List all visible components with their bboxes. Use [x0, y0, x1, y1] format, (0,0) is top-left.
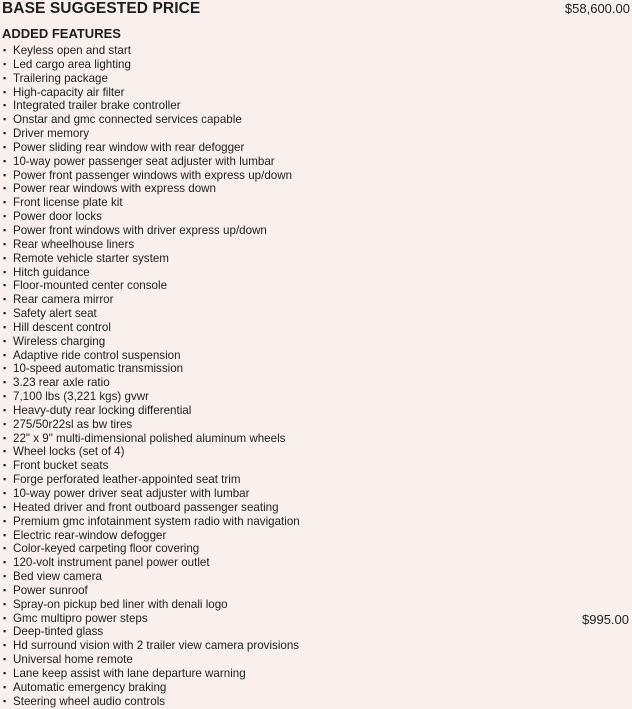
- feature-label: 275/50r22sl as bw tires: [13, 417, 133, 431]
- bullet-icon: ▪: [3, 515, 7, 526]
- feature-label: Front bucket seats: [13, 459, 109, 473]
- feature-label: 10-way power driver seat adjuster with lumbar: [13, 487, 250, 500]
- feature-label: Safety alert seat: [13, 307, 97, 321]
- feature-label: Rear wheelhouse liners: [13, 237, 135, 251]
- feature-list-item: [3, 695, 563, 709]
- feature-label: Front license plate kit: [13, 196, 123, 210]
- feature-list-item: [3, 473, 563, 487]
- bullet-icon: ▪: [3, 114, 7, 125]
- bullet-icon: ▪: [3, 363, 7, 374]
- feature-label: Steering wheel audio controls: [13, 694, 166, 708]
- feature-list-item: [3, 86, 563, 100]
- feature-list-item: [3, 127, 563, 141]
- feature-label: Color-keyed carpeting floor covering: [13, 542, 200, 556]
- feature-list-item: [3, 390, 563, 404]
- base-price-row: [2, 0, 630, 20]
- feature-list-item: [3, 196, 563, 210]
- bullet-icon: ▪: [3, 474, 7, 485]
- added-features-title: ADDED FEATURES: [2, 26, 121, 41]
- feature-list-item: [3, 584, 563, 598]
- bullet-icon: ▪: [3, 667, 7, 678]
- feature-label: Remote vehicle starter system: [13, 251, 169, 265]
- bullet-icon: ▪: [3, 86, 7, 97]
- feature-list-item: [3, 169, 563, 183]
- feature-list-item: [3, 432, 563, 446]
- feature-list-item: [3, 58, 563, 72]
- feature-label: Rear camera mirror: [13, 293, 114, 307]
- feature-list-item: [3, 182, 563, 196]
- bullet-icon: ▪: [3, 391, 7, 402]
- feature-list-item: [3, 515, 563, 529]
- bullet-icon: ▪: [3, 321, 7, 332]
- bullet-icon: ▪: [3, 460, 7, 471]
- feature-label: Keyless open and start: [13, 44, 131, 57]
- bullet-icon: ▪: [3, 377, 7, 388]
- feature-list-item: [3, 376, 563, 390]
- bullet-icon: ▪: [3, 571, 7, 582]
- bullet-icon: ▪: [3, 654, 7, 665]
- added-feature-price: $995.00: [582, 612, 629, 627]
- feature-label: 10-way power passenger seat adjuster with lumbar: [13, 154, 275, 168]
- feature-label: Spray-on pickup bed liner with denali logo: [13, 597, 228, 611]
- feature-list-item: [3, 307, 563, 321]
- feature-label: Power door locks: [13, 210, 102, 224]
- feature-list-item: [3, 487, 563, 501]
- bullet-icon: ▪: [3, 128, 7, 139]
- bullet-icon: ▪: [3, 501, 7, 512]
- added-features-list: [3, 44, 563, 709]
- feature-label: 22" x 9" multi-dimensional polished aluminum wheels: [13, 431, 286, 445]
- feature-list-item: [3, 556, 563, 570]
- bullet-icon: ▪: [3, 598, 7, 609]
- feature-label: Integrated trailer brake controller: [13, 99, 181, 113]
- bullet-icon: ▪: [3, 557, 7, 568]
- feature-list-item: [3, 667, 563, 681]
- feature-list-item: [3, 570, 563, 584]
- base-price-value: $58,600.00: [564, 1, 630, 16]
- feature-label: Wheel locks (set of 4): [13, 445, 125, 459]
- feature-label: 7,100 lbs (3,221 kgs) gvwr: [13, 390, 149, 404]
- feature-list-item: [3, 113, 563, 127]
- feature-label: Onstar and gmc connected services capable: [13, 113, 242, 127]
- feature-label: Gmc multipro power steps: [13, 611, 148, 625]
- bullet-icon: ▪: [3, 266, 7, 277]
- bullet-icon: ▪: [3, 224, 7, 235]
- bullet-icon: ▪: [3, 612, 7, 623]
- feature-label: 120-volt instrument panel power outlet: [13, 556, 210, 570]
- bullet-icon: ▪: [3, 169, 7, 180]
- bullet-icon: ▪: [3, 543, 7, 554]
- feature-label: Electric rear-window defogger: [13, 528, 167, 542]
- feature-label: Universal home remote: [13, 653, 133, 667]
- bullet-icon: ▪: [3, 280, 7, 291]
- feature-label: Driver memory: [13, 127, 90, 141]
- bullet-icon: ▪: [3, 72, 7, 83]
- bullet-icon: ▪: [3, 238, 7, 249]
- feature-label: Hitch guidance: [13, 265, 90, 279]
- feature-label: Trailering package: [13, 71, 108, 85]
- feature-label: Power front passenger windows with express up/down: [13, 168, 293, 182]
- bullet-icon: ▪: [3, 58, 7, 69]
- feature-label: Lane keep assist with lane departure warning: [13, 666, 246, 680]
- feature-list-item: [3, 639, 563, 653]
- bullet-icon: ▪: [3, 100, 7, 111]
- feature-list-item: [3, 625, 563, 639]
- feature-list-item: [3, 99, 563, 113]
- feature-label: Wireless charging: [13, 334, 106, 348]
- feature-list-item: [3, 529, 563, 543]
- bullet-icon: ▪: [3, 294, 7, 305]
- feature-label: Heavy-duty rear locking differential: [13, 403, 192, 417]
- feature-list-item: [3, 418, 563, 432]
- feature-list-item: [3, 404, 563, 418]
- feature-label: Power front windows with driver express up/down: [13, 223, 267, 237]
- feature-list-item: [3, 362, 563, 376]
- bullet-icon: ▪: [3, 349, 7, 360]
- bullet-icon: ▪: [3, 252, 7, 263]
- feature-list-item: [3, 321, 563, 335]
- feature-list-item: [3, 293, 563, 307]
- feature-label: 3.23 rear axle ratio: [13, 376, 110, 390]
- feature-list-item: [3, 141, 563, 155]
- feature-label: Forge perforated leather-appointed seat trim: [13, 473, 241, 487]
- feature-label: Adaptive ride control suspension: [13, 348, 181, 362]
- feature-label: Power sliding rear window with rear defogger: [13, 140, 245, 154]
- bullet-icon: ▪: [3, 626, 7, 637]
- feature-label: Led cargo area lighting: [13, 57, 131, 71]
- feature-label: Hill descent control: [13, 320, 111, 334]
- feature-list-item: [3, 266, 563, 280]
- feature-list-item: [3, 653, 563, 667]
- bullet-icon: ▪: [3, 211, 7, 222]
- bullet-icon: ▪: [3, 640, 7, 651]
- feature-list-item: [3, 612, 563, 626]
- feature-list-item: [3, 210, 563, 224]
- bullet-icon: ▪: [3, 432, 7, 443]
- feature-list-item: [3, 238, 563, 252]
- bullet-icon: ▪: [3, 335, 7, 346]
- feature-list-item: [3, 501, 563, 515]
- bullet-icon: ▪: [3, 308, 7, 319]
- feature-label: Power sunroof: [13, 583, 88, 597]
- feature-label: Bed view camera: [13, 570, 102, 584]
- bullet-icon: ▪: [3, 695, 7, 706]
- feature-list-item: [3, 335, 563, 349]
- feature-list-item: [3, 459, 563, 473]
- bullet-icon: ▪: [3, 155, 7, 166]
- bullet-icon: ▪: [3, 488, 7, 498]
- feature-list-item: [3, 252, 563, 266]
- bullet-icon: ▪: [3, 681, 7, 692]
- bullet-icon: ▪: [3, 404, 7, 415]
- feature-list-item: [3, 598, 563, 612]
- feature-list-item: [3, 44, 563, 58]
- feature-list-item: [3, 542, 563, 556]
- feature-list-item: [3, 72, 563, 86]
- feature-label: Automatic emergency braking: [13, 680, 167, 694]
- bullet-icon: ▪: [3, 197, 7, 208]
- feature-label: 10-speed automatic transmission: [13, 362, 184, 376]
- feature-list-item: [3, 279, 563, 293]
- bullet-icon: ▪: [3, 45, 7, 55]
- feature-label: Power rear windows with express down: [13, 182, 216, 196]
- base-price-title: BASE SUGGESTED PRICE: [2, 0, 201, 17]
- feature-label: Floor-mounted center console: [13, 279, 168, 293]
- feature-label: High-capacity air filter: [13, 85, 125, 99]
- feature-list-item: [3, 445, 563, 459]
- feature-label: Hd surround vision with 2 trailer view camera provisions: [13, 639, 300, 653]
- feature-list-item: [3, 224, 563, 238]
- bullet-icon: ▪: [3, 141, 7, 152]
- feature-list-item: [3, 681, 563, 695]
- bullet-icon: ▪: [3, 418, 7, 429]
- bullet-icon: ▪: [3, 446, 7, 457]
- feature-label: Heated driver and front outboard passenger seating: [13, 500, 279, 514]
- bullet-icon: ▪: [3, 529, 7, 540]
- bullet-icon: ▪: [3, 584, 7, 595]
- feature-list-item: [3, 155, 563, 169]
- feature-label: Deep-tinted glass: [13, 625, 104, 639]
- bullet-icon: ▪: [3, 183, 7, 194]
- feature-list-item: [3, 349, 563, 363]
- feature-label: Premium gmc infotainment system radio with navigation: [13, 514, 300, 528]
